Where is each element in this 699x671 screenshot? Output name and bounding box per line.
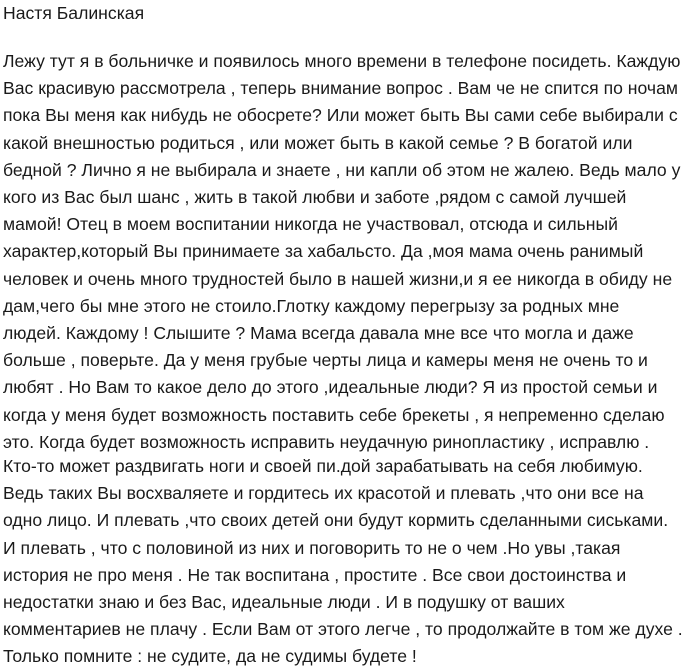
text-line: И плевать , что с половиной из них и поговорить то не о чем .Но увы ,такая [3,537,621,558]
text-line: больше , поверьте. Да у меня грубые черты лица и камеры меня не очень то и [3,350,648,371]
text-line: пока Вы меня как нибудь не обосрете? Или может быть Вы сами себе выбирали с [3,105,678,126]
text-line: Лежу тут я в больничке и появилось много времени в телефоне посидеть. Каждую [3,51,681,71]
text-line: дам,чего бы мне этого не стоило.Глотку каждому перегрызу за родных мне [3,295,620,316]
text-line: людей. Каждому ! Слышите ? Мама всегда давала мне все что могла и даже [3,323,634,344]
text-line: это. Когда будет возможность исправить неудачную ринопластику , исправлю . [3,431,650,452]
text-line: характер,который Вы принимаете за хабальсто. Да ,моя мама очень ранимый [3,241,644,262]
text-line: когда у меня будет возможность поставить себе брекеты , я непременно сделаю [3,404,665,425]
text-line: какой внешностью родиться , или может быть в какой семье ? В богатой или [3,132,633,153]
post-author: Настя Балинская [3,3,145,23]
text-line: комментариев не плачу . Если Вам от этого легче , то продолжайте в том же духе . [3,619,683,640]
text-line: любят . Но Вам то какое дело до этого ,идеальные люди? Я из простой семьи и [3,377,658,398]
text-line: недостатки знаю и без Вас, идеальные люди . И в подушку от ваших [3,592,565,613]
paragraph-2 [3,453,683,671]
text-line: мамой! Отец в моем воспитании никогда не участвовал, отсюда и сильный [3,214,618,235]
text-line: Кто-то может раздвигать ноги и своей пи.дой зарабатывать на себя любимую. [3,456,643,476]
text-line: Вас красивую рассмотрела , теперь внимание вопрос . Вам че не спится по ночам [3,78,678,99]
text-line: Ведь таких Вы восхваляете и гордитесь их красотой и плевать ,что они все на [3,483,644,504]
text-line: одно лицо. И плевать ,что своих детей они будут кормить сделанными сиськами. [3,510,669,531]
text-line: Только помните : не судите, да не судимы будете ! [3,646,417,667]
paragraph-1 [3,48,680,456]
post [3,0,697,667]
text-line: бедной ? Лично я не выбирала и знаете , ни капли об этом не жалею. Ведь мало у [3,159,681,180]
text-line: человек и очень много трудностей было в нашей жизни,и я ее никогда в обиду не [3,268,673,289]
text-line: кого из Вас был шанс , жить в такой любви и заботе ,рядом с самой лучшей [3,187,627,208]
text-line: история не про меня . Не так воспитана , простите . Все свои достоинства и [3,564,627,585]
